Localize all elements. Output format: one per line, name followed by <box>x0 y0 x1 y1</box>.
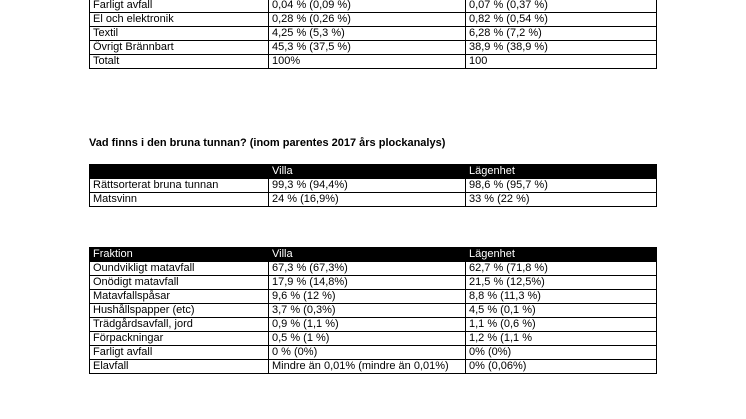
fraction-cell: Hushållspapper (etc) <box>90 304 269 318</box>
apartment-cell: 21,5 % (12,5%) <box>466 276 657 290</box>
category-cell: Totalt <box>90 55 269 69</box>
header-cell-apartment: Lägenhet <box>466 165 657 179</box>
villa-cell: 9,6 % (12 %) <box>269 290 466 304</box>
header-cell-category <box>90 165 269 179</box>
apartment-cell: 98,6 % (95,7 %) <box>466 179 657 193</box>
category-cell: Rättsorterat bruna tunnan <box>90 179 269 193</box>
table-row <box>90 13 657 27</box>
category-cell: Textil <box>90 27 269 41</box>
table-row <box>90 262 657 276</box>
apartment-cell: 0% (0,06%) <box>466 360 657 374</box>
fraction-cell: Oundvikligt matavfall <box>90 262 269 276</box>
fraction-cell: Onödigt matavfall <box>90 276 269 290</box>
villa-cell: 0,28 % (0,26 %) <box>269 13 466 27</box>
fraction-table <box>89 247 657 374</box>
table-row <box>90 276 657 290</box>
villa-cell: 0,04 % (0,09 %) <box>269 0 466 13</box>
villa-cell: 67,3 % (67,3%) <box>269 262 466 276</box>
table-row <box>90 179 657 193</box>
apartment-cell: 1,1 % (0,6 %) <box>466 318 657 332</box>
apartment-cell: 100 <box>466 55 657 69</box>
table-header <box>90 165 657 179</box>
villa-cell: 0,5 % (1 %) <box>269 332 466 346</box>
section-heading: Vad finns i den bruna tunnan? (inom parentes 2017 års plockanalys) <box>89 137 446 149</box>
header-cell-villa: Villa <box>269 165 466 179</box>
villa-cell: 24 % (16,9%) <box>269 193 466 207</box>
apartment-cell: 4,5 % (0,1 %) <box>466 304 657 318</box>
apartment-cell: 0,82 % (0,54 %) <box>466 13 657 27</box>
table-row <box>90 27 657 41</box>
header-cell-apartment: Lägenhet <box>466 248 657 262</box>
table-row <box>90 55 657 69</box>
apartment-cell: 1,2 % (1,1 % <box>466 332 657 346</box>
header-cell-fraction: Fraktion <box>90 248 269 262</box>
table-header <box>90 248 657 262</box>
table-row <box>90 360 657 374</box>
apartment-cell: 6,28 % (7,2 %) <box>466 27 657 41</box>
table-row <box>90 290 657 304</box>
villa-cell: 0,9 % (1,1 %) <box>269 318 466 332</box>
fraction-cell: Matavfallspåsar <box>90 290 269 304</box>
table-row <box>90 304 657 318</box>
fraction-cell: Förpackningar <box>90 332 269 346</box>
table-row <box>90 0 657 13</box>
villa-cell: 4,25 % (5,3 %) <box>269 27 466 41</box>
category-cell: Matsvinn <box>90 193 269 207</box>
villa-cell: 45,3 % (37,5 %) <box>269 41 466 55</box>
fraction-cell: Trädgårdsavfall, jord <box>90 318 269 332</box>
brown-bin-table <box>89 164 657 207</box>
category-cell: Farligt avfall <box>90 0 269 13</box>
apartment-cell: 0,07 % (0,37 %) <box>466 0 657 13</box>
villa-cell: 17,9 % (14,8%) <box>269 276 466 290</box>
table-body <box>90 262 657 374</box>
villa-cell: 100% <box>269 55 466 69</box>
category-cell: Övrigt Brännbart <box>90 41 269 55</box>
table-row <box>90 193 657 207</box>
header-cell-villa: Villa <box>269 248 466 262</box>
table-row <box>90 41 657 55</box>
apartment-cell: 33 % (22 %) <box>466 193 657 207</box>
table-row <box>90 332 657 346</box>
table-body <box>90 179 657 207</box>
apartment-cell: 0% (0%) <box>466 346 657 360</box>
fraction-cell: Farligt avfall <box>90 346 269 360</box>
fraction-cell: Elavfall <box>90 360 269 374</box>
villa-cell: 0 % (0%) <box>269 346 466 360</box>
villa-cell: 3,7 % (0,3%) <box>269 304 466 318</box>
apartment-cell: 8,8 % (11,3 %) <box>466 290 657 304</box>
category-cell: El och elektronik <box>90 13 269 27</box>
villa-cell: Mindre än 0,01% (mindre än 0,01%) <box>269 360 466 374</box>
table-row <box>90 346 657 360</box>
table-row <box>90 318 657 332</box>
waste-composition-table-top <box>89 0 657 69</box>
header-row <box>90 165 657 179</box>
apartment-cell: 62,7 % (71,8 %) <box>466 262 657 276</box>
villa-cell: 99,3 % (94,4%) <box>269 179 466 193</box>
apartment-cell: 38,9 % (38,9 %) <box>466 41 657 55</box>
header-row <box>90 248 657 262</box>
table-body <box>90 0 657 69</box>
